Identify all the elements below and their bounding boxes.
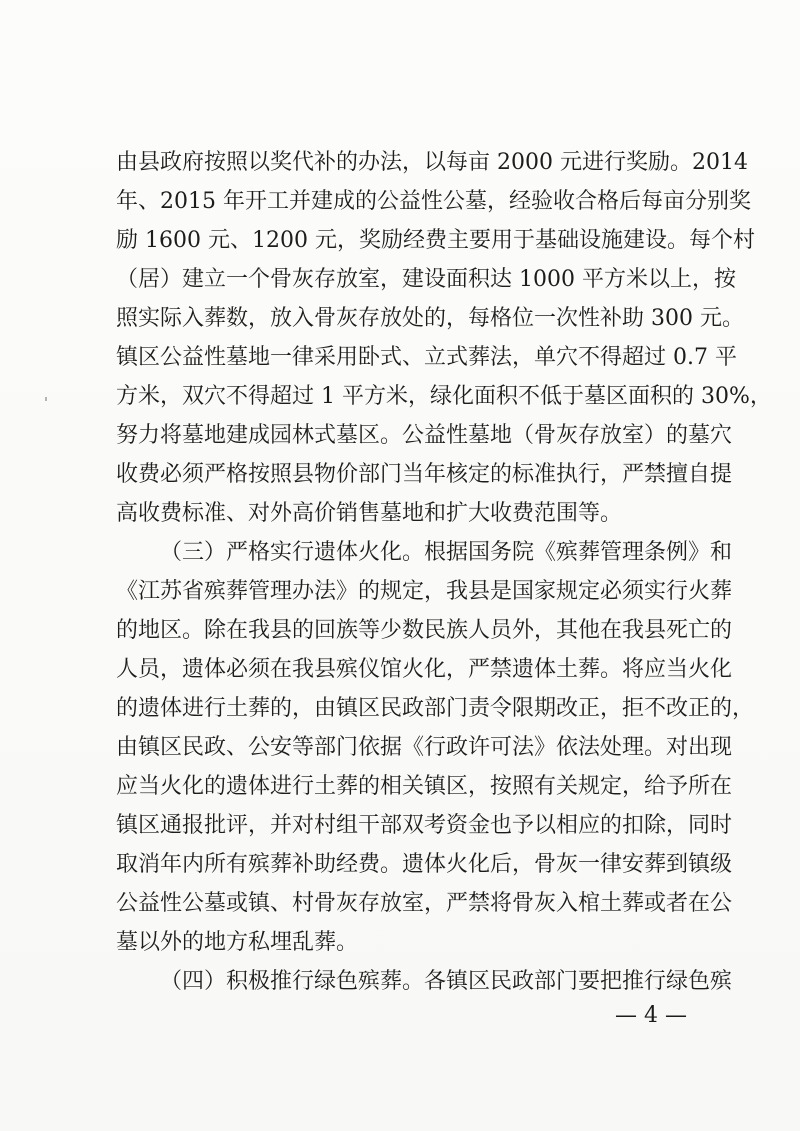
text-line: 应当火化的遗体进行土葬的相关镇区，按照有关规定，给予所在 xyxy=(116,774,733,799)
text-line: 公益性公墓或镇、村骨灰存放室，严禁将骨灰入棺土葬或者在公 xyxy=(116,891,733,916)
text-line: 照实际入葬数，放入骨灰存放处的，每格位一次性补助 300 元。 xyxy=(116,306,744,331)
text-line: 高收费标准、对外高价销售墓地和扩大收费范围等。 xyxy=(116,501,623,526)
text-line: （居）建立一个骨灰存放室，建设面积达 1000 平方米以上，按 xyxy=(116,267,736,292)
text-line: 收费必须严格按照县物价部门当年核定的标准执行，严禁擅自提 xyxy=(116,462,733,487)
text-line: 年、2015 年开工并建成的公益性公墓，经验收合格后每亩分别奖 xyxy=(116,189,751,214)
text-line: 镇区通报批评，并对村组干部双考资金也予以相应的扣除，同时 xyxy=(116,813,733,838)
text-line: 《江苏省殡葬管理办法》的规定，我县是国家规定必须实行火葬 xyxy=(116,579,733,604)
text-line: 人员，遗体必须在我县殡仪馆火化，严禁遗体土葬。将应当火化 xyxy=(116,657,733,682)
text-line: 由镇区民政、公安等部门依据《行政许可法》依法处理。对出现 xyxy=(116,735,733,760)
text-line: 方米，双穴不得超过 1 平方米，绿化面积不低于墓区面积的 30%， xyxy=(116,384,772,409)
text-line: 的遗体进行土葬的，由镇区民政部门责令限期改正，拒不改正的， xyxy=(116,696,755,721)
page-number: — 4 — xyxy=(615,1003,687,1028)
paragraph-heading-4: （四）积极推行绿色殡葬。各镇区民政部门要把推行绿色殡 xyxy=(160,969,733,994)
text-line: 由县政府按照以奖代补的办法，以每亩 2000 元进行奖励。2014 xyxy=(116,150,748,175)
text-line: 的地区。除在我县的回族等少数民族人员外，其他在我县死亡的 xyxy=(116,618,733,643)
text-line: 取消年内所有殡葬补助经费。遗体火化后，骨灰一律安葬到镇级 xyxy=(116,852,733,877)
text-line: 努力将墓地建成园林式墓区。公益性墓地（骨灰存放室）的墓穴 xyxy=(116,423,733,448)
text-line: 励 1600 元、1200 元，奖励经费主要用于基础设施建设。每个村 xyxy=(116,228,755,253)
text-line: 镇区公益性墓地一律采用卧式、立式葬法，单穴不得超过 0.7 平 xyxy=(116,345,737,370)
scan-mark xyxy=(45,397,47,401)
paragraph-heading-3: （三）严格实行遗体火化。根据国务院《殡葬管理条例》和 xyxy=(160,540,733,565)
text-line: 墓以外的地方私埋乱葬。 xyxy=(116,930,359,955)
